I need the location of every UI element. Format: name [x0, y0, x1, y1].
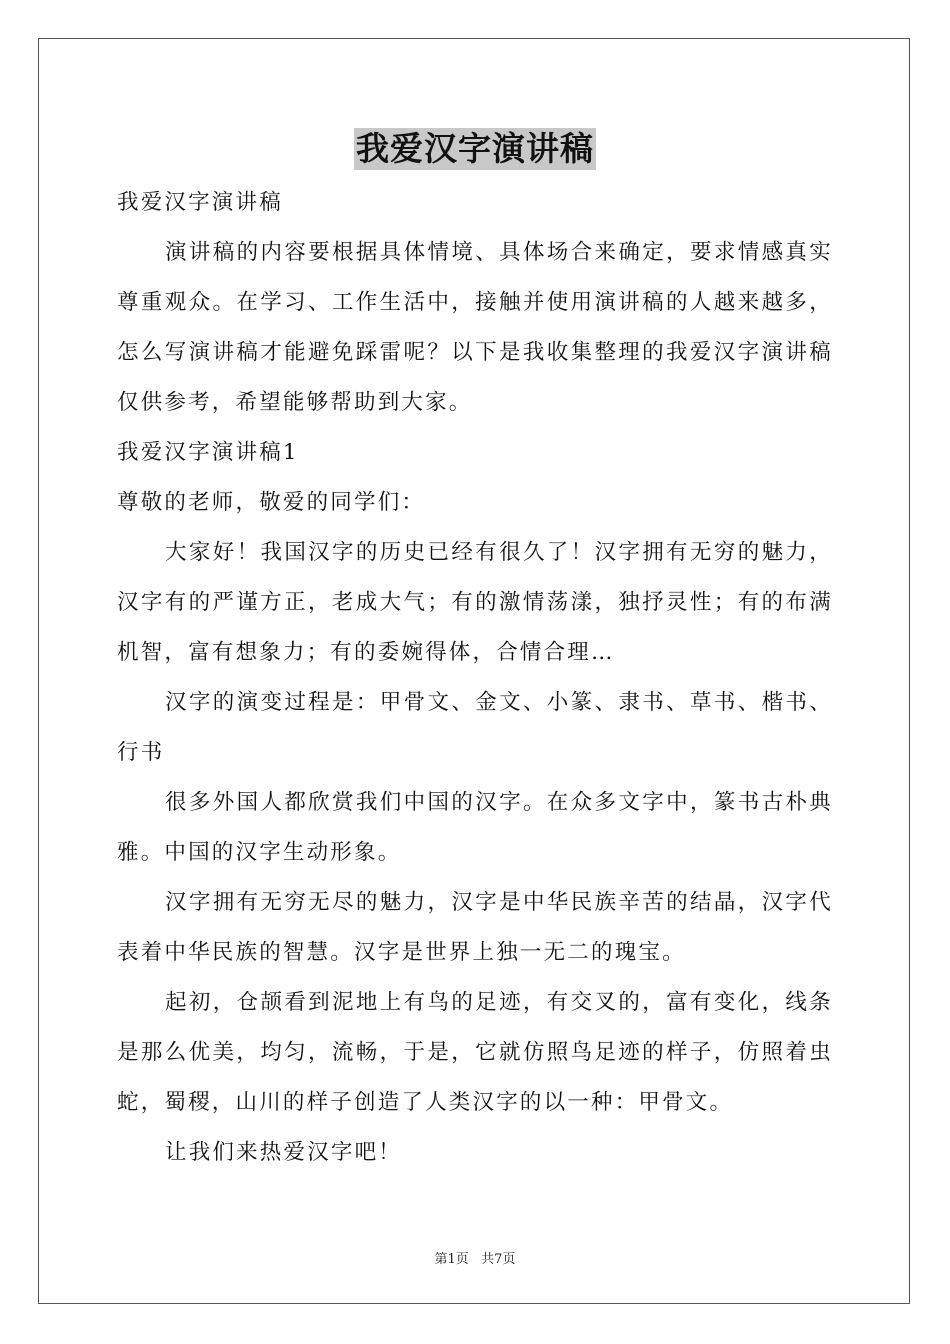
document-body [117, 178, 833, 1178]
heading-paragraph: 我爱汉字演讲稿 [117, 190, 283, 215]
body-paragraph: 汉字拥有无穷无尽的魅力，汉字是中华民族辛苦的结晶，汉字代表着中华民族的智慧。汉字是世界上独一无二的瑰宝。 [117, 890, 833, 965]
salutation-paragraph: 尊敬的老师，敬爱的同学们： [117, 490, 426, 515]
body-paragraph: 很多外国人都欣赏我们中国的汉字。在众多文字中，篆书古朴典雅。中国的汉字生动形象。 [117, 790, 833, 865]
body-paragraph: 大家好！我国汉字的历史已经有很久了！汉字拥有无穷的魅力，汉字有的严谨方正，老成大气；有的激情荡漾，独抒灵性；有的布满机智，富有想象力；有的委婉得体，合情合理… [117, 540, 833, 665]
section-heading: 我爱汉字演讲稿1 [117, 440, 299, 465]
title-container [0, 128, 950, 170]
page-footer: 第1页 共7页 [434, 1252, 516, 1267]
body-paragraph: 汉字的演变过程是：甲骨文、金文、小篆、隶书、草书、楷书、行书 [117, 690, 833, 765]
intro-paragraph: 演讲稿的内容要根据具体情境、具体场合来确定，要求情感真实尊重观众。在学习、工作生活中，接触并使用演讲稿的人越来越多，怎么写演讲稿才能避免踩雷呢？以下是我收集整理的我爱汉字演讲稿仅供参考，希望能够帮助到大家。 [117, 240, 833, 415]
body-paragraph: 起初，仓颉看到泥地上有鸟的足迹，有交叉的，富有变化，线条是那么优美，均匀，流畅，于是，它就仿照鸟足迹的样子，仿照着虫蛇，蜀稷，山川的样子创造了人类汉字的以一种：甲骨文。 [117, 990, 833, 1115]
closing-paragraph: 让我们来热爱汉字吧！ [165, 1140, 403, 1165]
document-title: 我爱汉字演讲稿 [356, 129, 594, 168]
